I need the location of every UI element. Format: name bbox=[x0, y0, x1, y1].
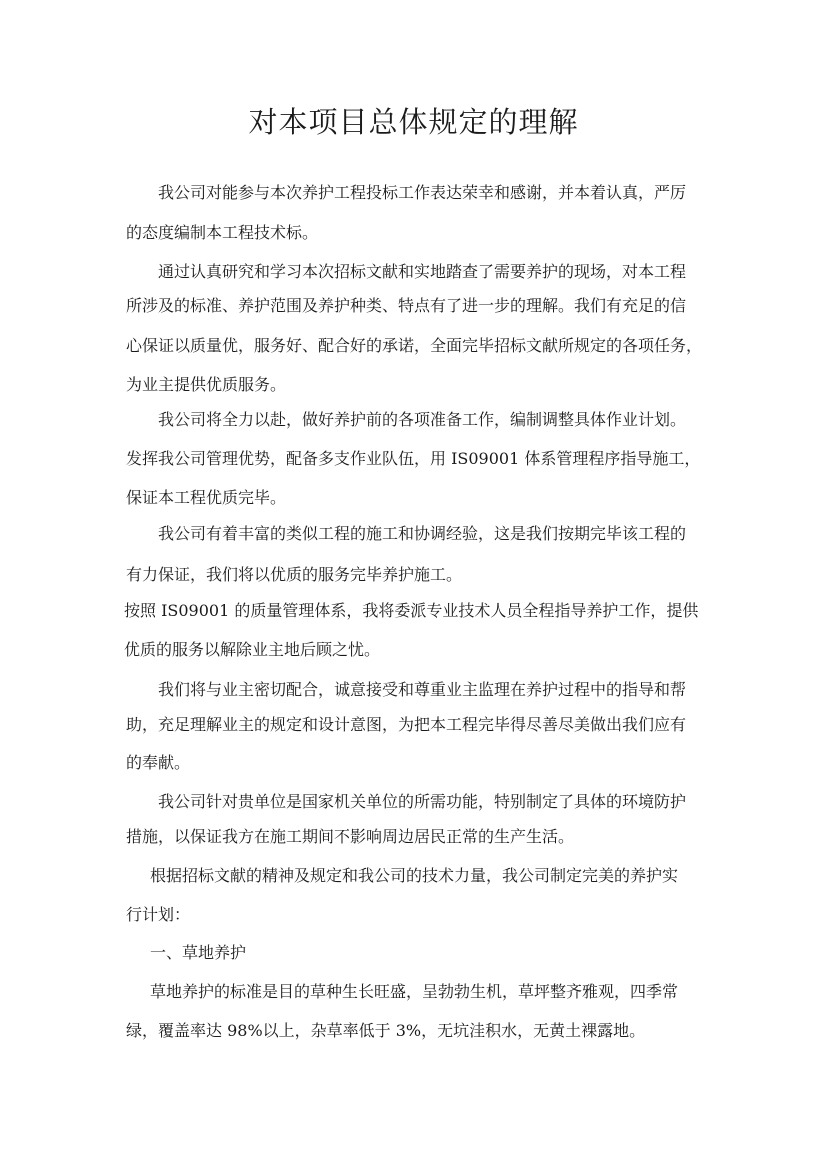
paragraph-line: 保证本工程优质完毕。 bbox=[126, 488, 287, 507]
paragraph-line: 为业主提供优质服务。 bbox=[126, 375, 287, 394]
paragraph-line: 我公司对能参与本次养护工程投标工作表达荣幸和感谢，并本着认真，严厉 bbox=[158, 183, 687, 202]
paragraph-line: 助，充足理解业主的规定和设计意图，为把本工程完毕得尽善尽美做出我们应有 bbox=[126, 715, 687, 734]
paragraph-line: 措施，以保证我方在施工期间不影响周边居民正常的生产生活。 bbox=[126, 827, 575, 846]
document-title: 对本项目总体规定的理解 bbox=[248, 105, 579, 139]
paragraph-line: 按照 IS09001 的质量管理体系，我将委派专业技术人员全程指导养护工作，提供 bbox=[124, 601, 699, 620]
paragraph-line: 优质的服务以解除业主地后顾之忧。 bbox=[124, 640, 381, 659]
paragraph-line: 发挥我公司管理优势，配备多支作业队伍，用 IS09001 体系管理程序指导施工， bbox=[126, 449, 701, 468]
paragraph-line: 我公司针对贵单位是国家机关单位的所需功能，特别制定了具体的环境防护 bbox=[158, 792, 687, 811]
section-heading: 一、草地养护 bbox=[150, 943, 247, 962]
paragraph-line: 的态度编制本工程技术标。 bbox=[126, 223, 319, 242]
paragraph-line: 心保证以质量优，服务好、配合好的承诺，全面完毕招标文献所规定的各项任务， bbox=[126, 336, 703, 355]
paragraph-line: 的奉献。 bbox=[126, 753, 191, 772]
paragraph-line: 我公司将全力以赴，做好养护前的各项准备工作，编制调整具体作业计划。 bbox=[158, 410, 687, 429]
paragraph-line: 草地养护的标准是目的草种生长旺盛，呈勃勃生机，草坪整齐雅观，四季常 bbox=[150, 982, 679, 1001]
paragraph-line: 绿，覆盖率达 98%以上，杂草率低于 3%，无坑洼积水，无黄土裸露地。 bbox=[126, 1021, 646, 1040]
paragraph-line: 根据招标文献的精神及规定和我公司的技术力量，我公司制定完美的养护实 bbox=[150, 866, 679, 885]
paragraph-line: 行计划： bbox=[126, 905, 191, 924]
paragraph-line: 通过认真研究和学习本次招标文献和实地踏查了需要养护的现场，对本工程 bbox=[158, 262, 687, 281]
paragraph-line: 我们将与业主密切配合，诚意接受和尊重业主监理在养护过程中的指导和帮 bbox=[158, 680, 687, 699]
paragraph-line: 我公司有着丰富的类似工程的施工和协调经验，这是我们按期完毕该工程的 bbox=[158, 524, 687, 543]
paragraph-line: 所涉及的标准、养护范围及养护种类、特点有了进一步的理解。我们有充足的信 bbox=[126, 296, 687, 315]
paragraph-line: 有力保证，我们将以优质的服务完毕养护施工。 bbox=[126, 565, 463, 584]
